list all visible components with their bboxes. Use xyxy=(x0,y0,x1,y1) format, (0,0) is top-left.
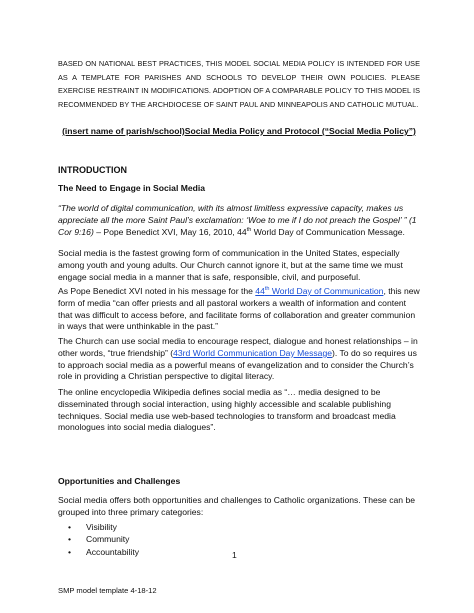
section-heading-introduction: INTRODUCTION xyxy=(58,165,127,175)
link-number: 44 xyxy=(255,286,265,296)
list-item xyxy=(58,521,139,533)
paragraph-fastest-growing: Social media is the fastest growing form of communication in the United States, especially among youth and young adults. Our Church cannot ignore it, but at the same time we must engage social media in a manner that is safe, responsible, civil, and purposeful. xyxy=(58,248,403,282)
link-rest: World Day of Communication xyxy=(269,286,384,296)
paragraph-church-use xyxy=(58,336,422,383)
document-title xyxy=(58,125,420,137)
categories-list xyxy=(58,521,139,558)
paragraph-wikipedia-definition: The online encyclopedia Wikipedia defines social media as “… media designed to be disseminated through social interaction, using highly accessible and scalable publishing techniques. Social media use web-based technologies to transform and broadcast media monologues into social media dialogues”. xyxy=(58,387,396,433)
bullet-icon: • xyxy=(68,534,72,545)
page-number: 1 xyxy=(232,550,237,560)
category-visibility: Visibility xyxy=(86,522,117,532)
world-day-communication-link[interactable] xyxy=(255,286,383,296)
quote-text: “The world of digital communication, with its almost limitless expressive capacity, makes us appreciate all the more Saint Paul’s exclamation: ‘Woe to me if I do not preach the Gospel’ ” (1 Cor 9:16) xyxy=(58,203,417,237)
paragraph-benedict-message xyxy=(58,286,422,333)
disclaimer-paragraph: BASED ON NATIONAL BEST PRACTICES, THIS MODEL SOCIAL MEDIA POLICY IS INTENDED FOR USE AS A TEMPLATE FOR PARISHES AND SCHOOLS TO DEVELOP THEIR OWN POLICIES. PLEASE EXERCISE RESTRAINT IN MODIFICATIONS. ADOPTION OF A COMPARABLE POLICY TO THIS MODEL IS RECOMMENDED BY THE ARCHDIOCESE OF SAINT PAUL AND MINNEAPOLIS AND CATHOLIC MUTUAL. xyxy=(58,59,420,109)
category-community: Community xyxy=(86,534,130,545)
quote-attribution-sup: th xyxy=(246,226,252,233)
footer-text: SMP model template 4-18-12 xyxy=(58,586,157,595)
quote-attribution-pre: – Pope Benedict XVI, May 16, 2010, 44 xyxy=(93,226,247,237)
subheading-need-to-engage: The Need to Engage in Social Media xyxy=(58,183,206,193)
bullet-icon: • xyxy=(68,522,72,532)
category-accountability: Accountability xyxy=(86,546,140,557)
subheading-opportunities-challenges: Opportunities and Challenges xyxy=(58,476,181,486)
document-title-text: (insert name of parish/school)Social Media Policy and Protocol (“Social Media Policy”) xyxy=(62,126,416,136)
list-item xyxy=(58,533,139,545)
paragraph-opportunities: Social media offers both opportunities and challenges to Catholic organizations. These can be grouped into three primary categories: xyxy=(58,495,416,517)
benedict-text-pre: As Pope Benedict XVI noted in his message for the xyxy=(58,286,256,296)
church-text-post: ). To do so requires us to approach social media as a powerful means of evangelization and to consider the Church’s role in providing a Christian perspective to digital literacy. xyxy=(58,347,417,382)
list-item xyxy=(58,546,139,558)
communication-day-message-link[interactable]: 43rd World Communication Day Message xyxy=(173,347,333,358)
bullet-icon: • xyxy=(68,546,72,557)
quote-paragraph xyxy=(58,203,422,238)
church-text-pre: The Church can use social media to encourage respect, dialogue and honest relationships – in other words, “true friendship” ( xyxy=(58,336,418,358)
benedict-text-post: , this new form of media “can offer priests and all pastoral workers a wealth of information and content that was difficult to access before, and facilitate forms of collaboration and greater communion in ways that were unthinkable in the past.” xyxy=(58,286,420,332)
link-sup: th xyxy=(264,286,270,293)
quote-attribution-post: World Day of Communication Message. xyxy=(251,226,405,237)
